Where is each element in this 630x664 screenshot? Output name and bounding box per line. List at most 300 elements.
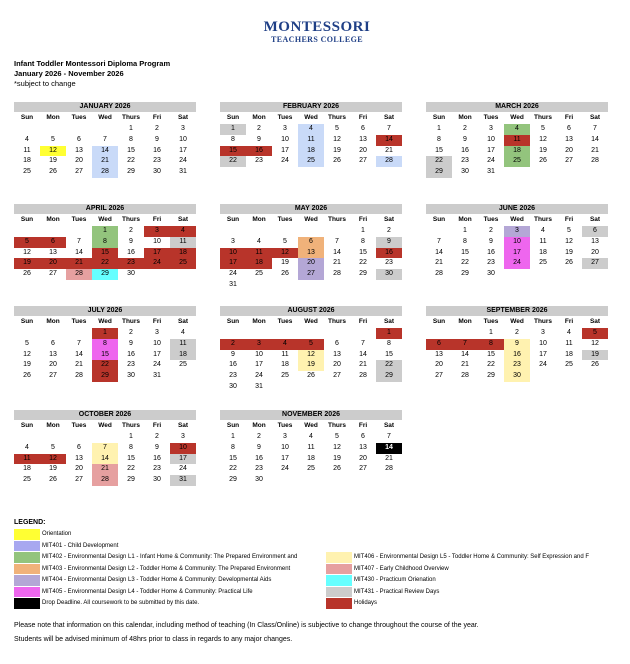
day-cell: 2 <box>257 125 261 132</box>
day-cell: 18 <box>298 146 324 157</box>
day-cell: 3 <box>231 237 235 245</box>
day-cell: 19 <box>49 465 57 473</box>
day-cell: 6 <box>335 339 339 347</box>
empty-cell <box>40 432 66 443</box>
day-cell: 30 <box>153 476 161 484</box>
day-cell: 2 <box>257 433 261 440</box>
weekday-label: Fri <box>564 216 574 223</box>
day-cell: 14 <box>591 135 599 143</box>
day-cell: 16 <box>127 350 135 358</box>
day-cell: 3 <box>181 433 185 440</box>
day-cell: 9 <box>155 443 159 451</box>
day-cell: 8 <box>92 237 118 248</box>
weekday-label: Fri <box>358 318 368 325</box>
weekday-label: Mon <box>252 114 266 121</box>
day-grid <box>426 226 608 280</box>
day-cell: 12 <box>40 146 66 157</box>
legend-item-mit430 <box>326 575 626 586</box>
day-cell: 7 <box>92 443 118 454</box>
day-cell: 8 <box>92 339 118 350</box>
day-cell: 27 <box>49 372 57 380</box>
day-cell: 5 <box>51 443 55 451</box>
day-cell: 5 <box>298 339 324 350</box>
weekday-label: Sun <box>432 114 446 121</box>
month-0 <box>14 102 196 178</box>
day-cell: 3 <box>541 329 545 336</box>
day-cell: 11 <box>298 135 324 146</box>
day-cell: 27 <box>565 157 573 165</box>
day-cell: 1 <box>437 125 441 132</box>
day-cell: 29 <box>92 269 118 280</box>
day-cell: 14 <box>461 350 469 358</box>
empty-cell <box>14 432 40 443</box>
weekday-label: Wed <box>98 318 112 325</box>
day-cell: 9 <box>376 237 402 248</box>
logo-line-1: MONTESSORI <box>263 19 371 35</box>
weekday-label: Thurs <box>533 114 553 121</box>
empty-cell <box>220 226 246 237</box>
program-dates: January 2026 - November 2026 <box>14 69 124 78</box>
day-cell: 17 <box>255 361 263 369</box>
logo-line-2: TEACHERS COLLEGE <box>271 35 363 44</box>
legend-swatch <box>14 552 40 563</box>
day-cell: 27 <box>75 476 83 484</box>
day-cell: 23 <box>153 465 161 473</box>
day-cell: 28 <box>333 270 341 278</box>
day-cell: 8 <box>437 135 441 143</box>
day-cell: 31 <box>170 475 196 486</box>
day-cell: 21 <box>435 259 443 267</box>
day-cell: 19 <box>539 146 547 154</box>
day-cell: 25 <box>539 259 547 267</box>
day-cell: 25 <box>565 361 573 369</box>
day-cell: 1 <box>92 226 118 237</box>
empty-cell <box>92 432 118 443</box>
day-cell: 25 <box>170 258 196 269</box>
weekday-label: Wed <box>510 114 524 121</box>
day-cell: 23 <box>255 465 263 473</box>
day-cell: 20 <box>298 258 324 269</box>
day-cell: 4 <box>504 124 530 135</box>
empty-cell <box>66 124 92 135</box>
day-cell: 25 <box>23 476 31 484</box>
day-cell: 28 <box>376 156 402 167</box>
day-cell: 30 <box>153 168 161 176</box>
month-title: AUGUST 2026 <box>220 306 402 316</box>
day-cell: 18 <box>23 465 31 473</box>
legend-label: Drop Deadline. All coursework to be submitted by this date. <box>42 600 200 606</box>
day-cell: 5 <box>51 135 55 143</box>
weekday-label: Mon <box>46 114 60 121</box>
day-cell: 15 <box>127 146 135 154</box>
day-cell: 6 <box>51 339 55 347</box>
month-title: JUNE 2026 <box>426 204 608 214</box>
day-cell: 23 <box>229 372 237 380</box>
day-cell: 16 <box>246 146 272 157</box>
legend-swatch <box>14 598 40 609</box>
weekday-label: Thurs <box>533 318 553 325</box>
day-cell: 1 <box>361 227 365 234</box>
day-cell: 14 <box>376 443 402 454</box>
day-cell: 22 <box>461 259 469 267</box>
day-cell: 16 <box>229 361 237 369</box>
empty-cell <box>92 124 118 135</box>
day-cell: 2 <box>220 339 246 350</box>
weekday-label: Wed <box>510 216 524 223</box>
day-cell: 29 <box>359 270 367 278</box>
weekday-label: Sat <box>383 114 395 121</box>
legend-swatch <box>14 541 40 552</box>
day-cell: 27 <box>359 465 367 473</box>
weekday-label: Tues <box>71 422 87 429</box>
day-cell: 21 <box>92 156 118 167</box>
legend-label: MIT406 - Environmental Design L5 - Toddler Home & Community: Self Expression and F <box>354 554 589 560</box>
day-cell: 25 <box>504 156 530 167</box>
weekday-header <box>220 112 402 124</box>
day-cell: 3 <box>155 329 159 336</box>
day-cell: 6 <box>567 125 571 132</box>
weekday-label: Fri <box>358 422 368 429</box>
legend-swatch <box>326 552 352 563</box>
day-cell: 25 <box>179 361 187 369</box>
day-cell: 9 <box>504 339 530 350</box>
weekday-label: Thurs <box>121 216 141 223</box>
empty-cell <box>272 226 298 237</box>
day-cell: 26 <box>591 361 599 369</box>
day-cell: 4 <box>181 329 185 336</box>
day-cell: 28 <box>435 270 443 278</box>
day-cell: 21 <box>385 146 393 154</box>
college-logo <box>262 20 372 44</box>
day-cell: 4 <box>170 226 196 237</box>
legend-item-mit404 <box>14 575 314 586</box>
legend-item-mit406 <box>326 552 626 563</box>
day-cell: 4 <box>272 339 298 350</box>
day-cell: 6 <box>426 339 452 350</box>
day-cell: 26 <box>49 476 57 484</box>
weekday-label: Mon <box>46 422 60 429</box>
day-cell: 28 <box>75 372 83 380</box>
weekday-label: Sun <box>20 318 34 325</box>
legend-swatch <box>326 587 352 598</box>
day-cell: 11 <box>307 443 315 451</box>
day-cell: 17 <box>220 258 246 269</box>
day-cell: 2 <box>129 227 133 234</box>
weekday-label: Sun <box>432 216 446 223</box>
day-cell: 29 <box>461 270 469 278</box>
day-cell: 10 <box>281 443 289 451</box>
day-cell: 2 <box>155 433 159 440</box>
day-cell: 21 <box>591 146 599 154</box>
day-cell: 8 <box>478 339 504 350</box>
weekday-label: Sun <box>432 318 446 325</box>
day-cell: 29 <box>127 168 135 176</box>
note-1: Please note that information on this calendar, including method of teaching (In Class/Online) is subjective to change throughout the course of the year. <box>14 622 479 629</box>
day-cell: 18 <box>307 454 315 462</box>
day-cell: 10 <box>220 248 246 259</box>
day-cell: 21 <box>385 454 393 462</box>
day-cell: 5 <box>14 237 40 248</box>
empty-cell <box>66 226 92 237</box>
day-cell: 19 <box>333 146 341 154</box>
day-cell: 22 <box>426 156 452 167</box>
day-cell: 29 <box>127 476 135 484</box>
weekday-header <box>426 316 608 328</box>
legend-swatch <box>14 529 40 540</box>
day-cell: 3 <box>181 125 185 132</box>
day-cell: 19 <box>281 259 289 267</box>
weekday-label: Tues <box>277 318 293 325</box>
day-cell: 11 <box>539 237 547 245</box>
program-title: Infant Toddler Montessori Diploma Program <box>14 59 171 68</box>
day-cell: 28 <box>92 167 118 178</box>
day-cell: 22 <box>220 156 246 167</box>
day-cell: 22 <box>92 360 118 371</box>
day-cell: 11 <box>246 248 272 259</box>
weekday-label: Sat <box>383 318 395 325</box>
day-cell: 18 <box>281 361 289 369</box>
legend-swatch <box>326 575 352 586</box>
day-cell: 22 <box>92 258 118 269</box>
day-cell: 1 <box>92 328 118 339</box>
day-cell: 26 <box>307 372 315 380</box>
day-cell: 1 <box>129 125 133 132</box>
day-cell: 2 <box>463 125 467 132</box>
day-cell: 9 <box>155 135 159 143</box>
day-grid <box>426 328 608 382</box>
day-cell: 17 <box>144 248 170 259</box>
day-cell: 13 <box>359 443 367 451</box>
month-5 <box>426 204 608 280</box>
empty-cell <box>40 124 66 135</box>
day-cell: 18 <box>170 350 196 361</box>
day-cell: 27 <box>75 168 83 176</box>
day-cell: 16 <box>461 146 469 154</box>
day-cell: 12 <box>272 248 298 259</box>
month-7 <box>220 306 402 393</box>
day-cell: 9 <box>231 350 235 358</box>
day-cell: 19 <box>298 360 324 371</box>
weekday-label: Tues <box>483 318 499 325</box>
day-cell: 7 <box>387 433 391 440</box>
day-cell: 28 <box>461 372 469 380</box>
day-cell: 10 <box>153 339 161 347</box>
day-cell: 4 <box>541 227 545 234</box>
weekday-label: Sat <box>177 422 189 429</box>
day-cell: 24 <box>153 361 161 369</box>
month-title: JANUARY 2026 <box>14 102 196 112</box>
day-cell: 11 <box>281 350 289 358</box>
legend-swatch <box>326 564 352 575</box>
day-cell: 18 <box>246 258 272 269</box>
day-cell: 25 <box>307 465 315 473</box>
day-cell: 23 <box>153 157 161 165</box>
empty-cell <box>246 226 272 237</box>
day-cell: 3 <box>489 125 493 132</box>
day-cell: 17 <box>487 146 495 154</box>
legend-swatch <box>14 587 40 598</box>
weekday-header <box>426 112 608 124</box>
day-cell: 29 <box>229 476 237 484</box>
month-title: JULY 2026 <box>14 306 196 316</box>
day-cell: 4 <box>257 237 261 245</box>
weekday-label: Tues <box>71 114 87 121</box>
day-cell: 7 <box>103 135 107 143</box>
day-cell: 31 <box>229 280 237 288</box>
day-cell: 17 <box>153 350 161 358</box>
day-cell: 9 <box>257 135 261 143</box>
day-cell: 29 <box>487 372 495 380</box>
day-cell: 12 <box>23 350 31 358</box>
weekday-label: Mon <box>252 422 266 429</box>
day-cell: 15 <box>92 350 118 361</box>
weekday-label: Wed <box>304 216 318 223</box>
day-cell: 9 <box>129 237 133 245</box>
legend-label: MIT430 - Practicum Orienation <box>354 577 436 583</box>
legend-swatch <box>14 575 40 586</box>
empty-cell <box>426 328 452 339</box>
day-cell: 17 <box>281 146 289 154</box>
weekday-label: Mon <box>252 216 266 223</box>
day-cell: 22 <box>487 361 495 369</box>
day-cell: 20 <box>333 361 341 369</box>
day-cell: 13 <box>49 248 57 256</box>
day-cell: 23 <box>127 361 135 369</box>
month-1 <box>220 102 402 167</box>
month-title: FEBRUARY 2026 <box>220 102 402 112</box>
month-6 <box>14 306 196 382</box>
day-cell: 6 <box>582 226 608 237</box>
weekday-label: Tues <box>71 216 87 223</box>
day-cell: 14 <box>75 350 83 358</box>
month-4 <box>220 204 402 291</box>
day-cell: 13 <box>435 350 443 358</box>
note-2: Students will be advised minimum of 48hrs prior to class in regards to any major changes. <box>14 636 293 643</box>
empty-cell <box>14 328 40 339</box>
day-cell: 30 <box>127 372 135 380</box>
day-cell: 7 <box>77 237 81 245</box>
month-title: SEPTEMBER 2026 <box>426 306 608 316</box>
day-cell: 22 <box>127 465 135 473</box>
day-cell: 16 <box>376 248 402 259</box>
day-cell: 29 <box>92 371 118 382</box>
day-cell: 15 <box>461 248 469 256</box>
day-cell: 17 <box>281 454 289 462</box>
legend-swatch <box>14 564 40 575</box>
day-cell: 1 <box>376 328 402 339</box>
day-cell: 24 <box>144 258 170 269</box>
day-cell: 8 <box>231 443 235 451</box>
weekday-label: Wed <box>304 422 318 429</box>
empty-cell <box>324 226 350 237</box>
day-cell: 9 <box>257 443 261 451</box>
legend-label: MIT405 - Environmental Design L4 - Toddler Home & Community: Practical Life <box>42 588 253 595</box>
weekday-label: Thurs <box>121 422 141 429</box>
day-cell: 31 <box>153 372 161 380</box>
day-cell: 7 <box>335 237 339 245</box>
day-cell: 7 <box>452 339 478 350</box>
weekday-label: Fri <box>358 216 368 223</box>
month-title: OCTOBER 2026 <box>14 410 196 420</box>
empty-cell <box>272 328 298 339</box>
day-cell: 11 <box>23 146 31 154</box>
day-cell: 18 <box>565 350 573 358</box>
day-cell: 14 <box>333 248 341 256</box>
day-cell: 11 <box>565 339 573 347</box>
empty-cell <box>40 226 66 237</box>
day-cell: 26 <box>565 259 573 267</box>
day-cell: 24 <box>539 361 547 369</box>
empty-cell <box>14 124 40 135</box>
weekday-label: Sun <box>226 318 240 325</box>
day-grid <box>220 328 402 393</box>
day-cell: 16 <box>504 350 530 361</box>
day-cell: 10 <box>539 339 547 347</box>
weekday-label: Tues <box>483 216 499 223</box>
legend-item-mit405 <box>14 587 314 598</box>
weekday-header <box>14 316 196 328</box>
day-cell: 5 <box>25 339 29 347</box>
day-cell: 9 <box>129 339 133 347</box>
weekday-header <box>14 214 196 226</box>
legend-label: Orientation <box>42 531 72 537</box>
day-cell: 26 <box>333 157 341 165</box>
day-cell: 5 <box>567 227 571 234</box>
day-cell: 14 <box>75 248 83 256</box>
day-cell: 30 <box>487 270 495 278</box>
day-cell: 24 <box>179 465 187 473</box>
weekday-label: Sun <box>226 422 240 429</box>
day-cell: 26 <box>23 270 31 278</box>
day-cell: 4 <box>309 433 313 440</box>
weekday-header <box>220 420 402 432</box>
day-cell: 17 <box>539 350 547 358</box>
day-cell: 30 <box>255 476 263 484</box>
legend-item-mit401 <box>14 541 314 552</box>
day-cell: 5 <box>582 328 608 339</box>
legend-swatch <box>326 598 352 609</box>
day-cell: 7 <box>387 125 391 132</box>
day-cell: 14 <box>435 248 443 256</box>
day-cell: 28 <box>66 269 92 280</box>
weekday-label: Tues <box>277 216 293 223</box>
legend-label: MIT403 - Environmental Design L2 - Toddler Home & Community: The Prepared Environment <box>42 565 291 572</box>
day-cell: 26 <box>333 465 341 473</box>
weekday-header <box>14 420 196 432</box>
month-2 <box>426 102 608 178</box>
day-cell: 14 <box>359 350 367 358</box>
day-cell: 20 <box>565 146 573 154</box>
day-cell: 27 <box>333 372 341 380</box>
day-cell: 7 <box>593 125 597 132</box>
day-cell: 25 <box>255 270 263 278</box>
day-cell: 1 <box>129 433 133 440</box>
day-cell: 8 <box>463 237 467 245</box>
weekday-label: Thurs <box>327 422 347 429</box>
weekday-header <box>426 214 608 226</box>
day-cell: 30 <box>504 371 530 382</box>
day-cell: 20 <box>359 454 367 462</box>
empty-cell <box>298 226 324 237</box>
day-cell: 7 <box>437 237 441 245</box>
month-title: APRIL 2026 <box>14 204 196 214</box>
weekday-label: Mon <box>252 318 266 325</box>
day-cell: 8 <box>387 339 391 347</box>
day-cell: 8 <box>361 237 365 245</box>
day-cell: 31 <box>179 168 187 176</box>
weekday-label: Sun <box>20 114 34 121</box>
weekday-label: Wed <box>510 318 524 325</box>
